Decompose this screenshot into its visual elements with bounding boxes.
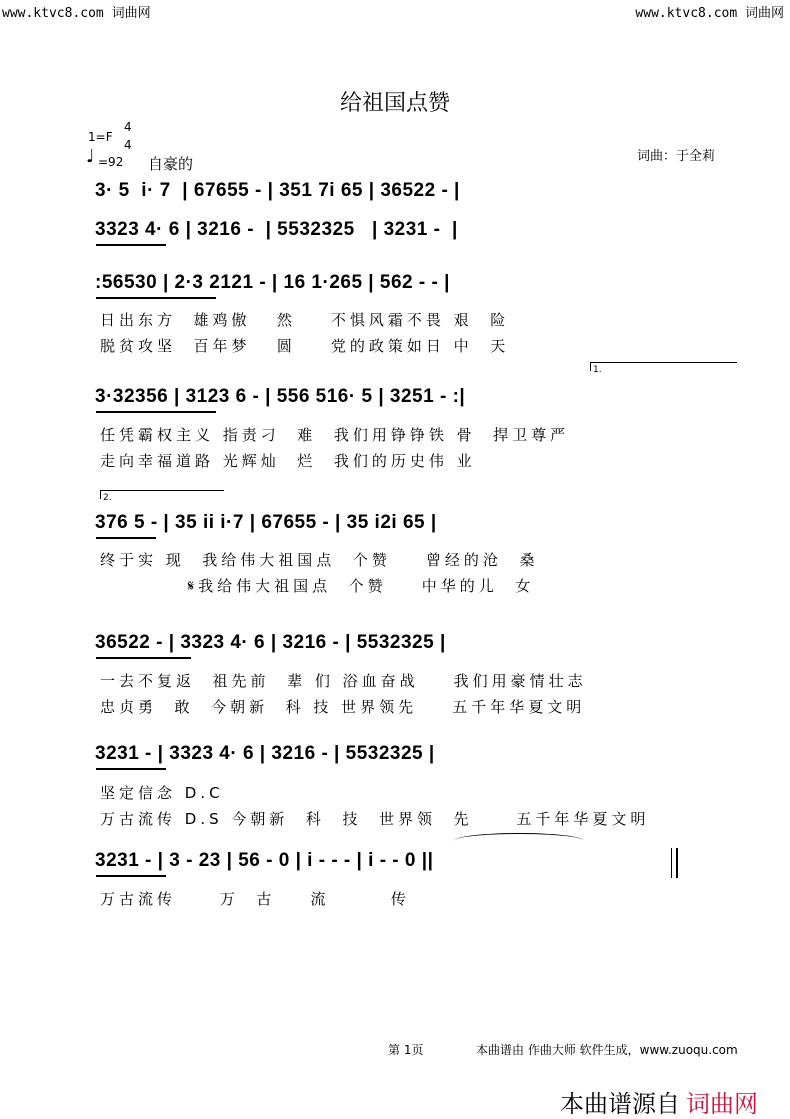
lyric-line: 坚定信念 D.C <box>100 784 224 802</box>
final-barline-thin <box>671 848 672 878</box>
source-prefix: 本曲谱源自 <box>560 1090 680 1118</box>
notation-line-2: 3323 4· 6 | 3216 - | 5532325 | 3231 - | <box>95 219 458 240</box>
lyric-line: 走向幸福道路 光辉灿 烂 我们的历史伟 业 <box>100 452 476 470</box>
beam-line <box>96 411 216 413</box>
lyric-line: 任凭霸权主义 指责刁 难 我们用铮铮铁 骨 捍卫尊严 <box>100 426 570 444</box>
lyric-line: 日出东方 雄鸡傲 然 不惧风霜不畏 艰 险 <box>100 311 510 329</box>
song-title: 给祖国点赞 <box>339 91 450 116</box>
tie-arc <box>455 833 583 848</box>
expression-marking: 自豪的 <box>148 155 194 173</box>
notation-line-6: 36522 - | 3323 4· 6 | 3216 - | 5532325 | <box>95 632 446 653</box>
lyric-line: 终于实 现 我给伟大祖国点 个赞 曾经的沧 桑 <box>100 551 539 569</box>
beam-line <box>96 768 166 770</box>
tempo-marking: =92 <box>98 155 124 169</box>
beam-line <box>96 657 191 659</box>
beam-line <box>96 297 216 299</box>
source-brand: 词曲网 <box>686 1090 758 1118</box>
time-signature-bottom: 4 <box>124 138 132 152</box>
notation-line-4: 3·32356 | 3123 6 - | 556 516· 5 | 3251 - :| <box>95 386 466 407</box>
lyric-line: 万古流传 万 古 流 传 <box>100 890 410 908</box>
notation-line-1: 3· 5 i· 7 | 67655 - | 351 7i 65 | 36522 - | <box>95 180 460 201</box>
lyric-line: 一去不复返 祖先前 辈 们 浴血奋战 我们用豪情壮志 <box>100 672 587 690</box>
final-barline <box>676 848 678 878</box>
beam-line <box>96 537 156 539</box>
generator-note: 本曲谱由 作曲大师 软件生成，www.zuoqu.com <box>476 1043 738 1057</box>
time-signature-top: 4 <box>124 120 132 134</box>
notation-line-8: 3231 - | 3 - 23 | 56 - 0 | i - - - | i - - 0 || <box>95 850 434 871</box>
volta-second-label: 2. <box>103 493 112 503</box>
quarter-note-icon: ♩ <box>86 146 95 167</box>
volta-bracket-first <box>590 362 737 371</box>
watermark-right: www.ktvc8.com 词曲网 <box>635 6 784 21</box>
beam-line <box>96 244 166 246</box>
lyric-line: 脱贫攻坚 百年梦 圆 党的政策如日 中 天 <box>100 337 510 355</box>
page-number: 第 1页 <box>388 1043 424 1057</box>
beam-line <box>96 875 166 877</box>
notation-line-5: 376 5 - | 35 ii i·7 | 67655 - | 35 i2i 65 | <box>95 512 437 533</box>
notation-line-7: 3231 - | 3323 4· 6 | 3216 - | 5532325 | <box>95 743 435 764</box>
credits: 词曲：于全莉 <box>637 149 716 164</box>
volta-bracket-second <box>100 490 224 499</box>
lyric-line: 𝄋我给伟大祖国点 个赞 中华的儿 女 <box>100 577 535 595</box>
lyric-line: 忠贞勇 敢 今朝新 科 技 世界领先 五千年华夏文明 <box>100 698 586 716</box>
notation-line-3: :56530 | 2·3 2121 - | 16 1·265 | 562 - - | <box>95 272 450 293</box>
volta-first-label: 1. <box>593 365 602 375</box>
watermark-left: www.ktvc8.com 词曲网 <box>2 6 151 21</box>
key-signature: 1=F <box>88 130 113 144</box>
lyric-line: 万古流传 D.S 今朝新 科 技 世界领 先 五千年华夏文明 <box>100 810 650 828</box>
